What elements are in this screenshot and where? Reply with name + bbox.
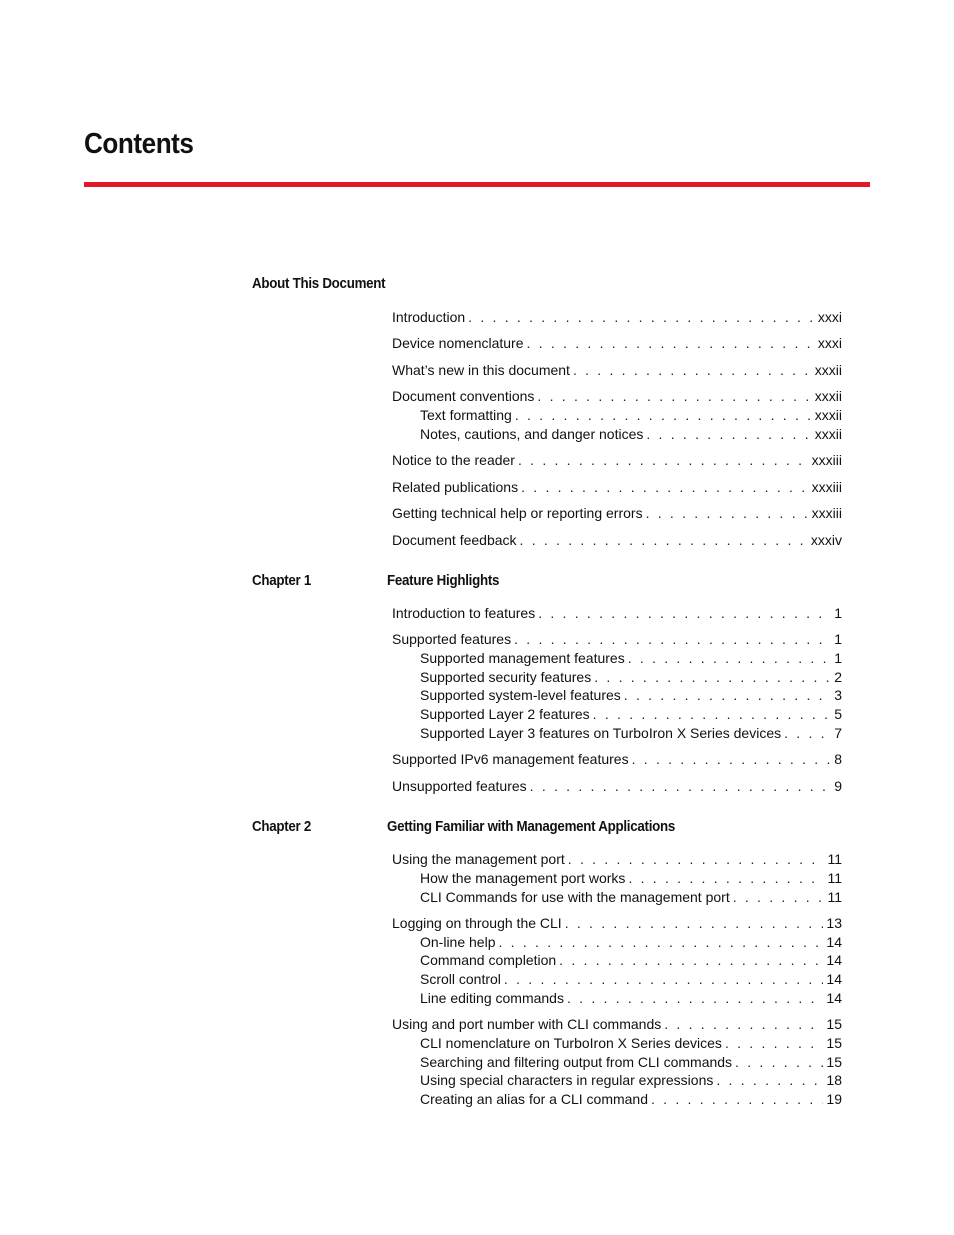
toc-entry-text: Using and port number with CLI commands (392, 1016, 662, 1032)
toc-page-number: 1 (834, 650, 842, 666)
toc-page-number: 14 (826, 971, 842, 987)
toc-entry-text: Related publications (392, 479, 519, 495)
toc-page-number: 14 (826, 952, 842, 968)
toc-entry-text: Supported management features (420, 650, 625, 666)
toc-leader (664, 1015, 823, 1033)
toc-page-number: 3 (834, 687, 842, 703)
toc-page-number: 11 (827, 851, 842, 867)
toc-entry-text: Line editing commands (420, 990, 564, 1006)
toc-page-number: xxxii (814, 388, 842, 404)
toc-entry[interactable] (392, 1015, 842, 1033)
toc-entry-text: Using the management port (392, 851, 565, 867)
toc-entry-text: Supported security features (420, 669, 592, 685)
toc-subentry[interactable] (420, 888, 842, 906)
toc-leader (537, 387, 811, 405)
toc-page-number: 5 (834, 706, 842, 722)
toc-leader (632, 750, 832, 768)
toc-subentry[interactable] (420, 668, 842, 686)
toc-page-number: 1 (834, 631, 842, 647)
chapter-1-title[interactable]: Feature Highlights (387, 573, 500, 589)
toc-leader (568, 850, 825, 868)
toc-subentry[interactable] (420, 951, 842, 969)
toc-leader (504, 970, 824, 988)
toc-entry-text: Scroll control (420, 971, 501, 987)
toc-entry-text: CLI Commands for use with the management port (420, 889, 730, 905)
toc-subentry[interactable] (420, 686, 842, 704)
toc-leader (567, 989, 823, 1007)
toc-page-number: 15 (826, 1054, 842, 1070)
toc-entry-text: What’s new in this document (392, 362, 570, 378)
toc-page-number: xxxiv (810, 532, 842, 548)
toc-leader (733, 888, 825, 906)
toc-entry[interactable] (392, 334, 842, 352)
toc-subentry[interactable] (420, 1034, 842, 1052)
toc-entry-text: Document conventions (392, 388, 535, 404)
toc-leader (646, 504, 809, 522)
toc-entry[interactable] (392, 451, 842, 469)
toc-leader (530, 777, 832, 795)
toc-subentry[interactable] (420, 989, 842, 1007)
toc-leader (468, 308, 815, 326)
toc-leader (651, 1090, 823, 1108)
toc-subentry[interactable] (420, 649, 842, 667)
toc-page-number: 14 (826, 934, 842, 950)
toc-leader (518, 451, 809, 469)
toc-entry[interactable] (392, 531, 842, 549)
toc-page-number: 19 (826, 1091, 842, 1107)
toc-entry-text: Supported IPv6 management features (392, 751, 629, 767)
toc-subentry[interactable] (420, 406, 842, 424)
toc-subentry[interactable] (420, 869, 842, 887)
toc-leader (624, 686, 831, 704)
toc-entry-text: Device nomenclature (392, 335, 524, 351)
toc-entry-text: Supported Layer 3 features on TurboIron X Series devices (420, 725, 782, 741)
toc-entry[interactable] (392, 630, 842, 648)
toc-page-number: 11 (827, 870, 842, 886)
toc-subentry[interactable] (420, 933, 842, 951)
toc-page-number: 9 (834, 778, 842, 794)
title-rule (84, 182, 870, 187)
page-title: Contents (84, 128, 194, 160)
toc-leader (646, 425, 811, 443)
toc-entry-text: How the management port works (420, 870, 626, 886)
toc-entry-text: Introduction to features (392, 605, 536, 621)
toc-leader (628, 869, 824, 887)
toc-page-number: 1 (834, 605, 842, 621)
toc-entry-text: Logging on through the CLI (392, 915, 562, 931)
toc-entry[interactable] (392, 387, 842, 405)
toc-leader (520, 531, 808, 549)
toc-subentry[interactable] (420, 705, 842, 723)
toc-leader (573, 361, 812, 379)
toc-page-number: xxxii (814, 426, 842, 442)
toc-subentry[interactable] (420, 970, 842, 988)
toc-entry-text: Supported system-level features (420, 687, 621, 703)
toc-entry-text: Text formatting (420, 407, 512, 423)
toc-subentry[interactable] (420, 724, 842, 742)
toc-entry-text: Notes, cautions, and danger notices (420, 426, 644, 442)
toc-leader (559, 951, 823, 969)
toc-leader (628, 649, 832, 667)
toc-page-number: 15 (826, 1035, 842, 1051)
toc-leader (565, 914, 824, 932)
toc-entry-text: Creating an alias for a CLI command (420, 1091, 648, 1107)
toc-page-number: 8 (834, 751, 842, 767)
toc-entry-text: Command completion (420, 952, 557, 968)
toc-page-number: 13 (826, 915, 842, 931)
toc-entry-text: Supported features (392, 631, 512, 647)
toc-leader (527, 334, 815, 352)
toc-page-number: 15 (826, 1016, 842, 1032)
toc-leader (538, 604, 831, 622)
toc-subentry[interactable] (420, 425, 842, 443)
toc-page-number: 7 (834, 725, 842, 741)
toc-subentry[interactable] (420, 1090, 842, 1108)
toc-page-number: xxxii (814, 407, 842, 423)
toc-entry-text: Notice to the reader (392, 452, 515, 468)
toc-leader (594, 668, 831, 686)
toc-page-number: xxxi (817, 309, 842, 325)
toc-entry[interactable] (392, 750, 842, 768)
toc-leader (515, 406, 812, 424)
toc-leader (725, 1034, 823, 1052)
toc-entry[interactable] (392, 850, 842, 868)
toc-entry-text: Document feedback (392, 532, 517, 548)
toc-leader (521, 478, 809, 496)
chapter-2-label: Chapter 2 (252, 819, 312, 835)
toc-entry[interactable] (392, 504, 842, 522)
toc-entry-text: Searching and filtering output from CLI commands (420, 1054, 733, 1070)
toc-entry[interactable] (392, 604, 842, 622)
toc-page-number: xxxiii (811, 452, 842, 468)
toc-entry-text: CLI nomenclature on TurboIron X Series devices (420, 1035, 722, 1051)
chapter-1-label: Chapter 1 (252, 573, 312, 589)
toc-leader (593, 705, 832, 723)
toc-page-number: 18 (826, 1072, 842, 1088)
toc-entry[interactable] (392, 361, 842, 379)
toc-page-number: xxxi (817, 335, 842, 351)
toc-leader (514, 630, 831, 648)
toc-page-number: xxxiii (811, 479, 842, 495)
toc-page-number: xxxii (814, 362, 842, 378)
toc-leader (784, 724, 831, 742)
toc-entry[interactable] (392, 777, 842, 795)
toc-subentry[interactable] (420, 1053, 842, 1071)
toc-page-number: 14 (826, 990, 842, 1006)
toc-page-number: 2 (834, 669, 842, 685)
toc-entry[interactable] (392, 914, 842, 932)
toc-entry[interactable] (392, 478, 842, 496)
toc-page-number: 11 (827, 889, 842, 905)
chapter-2-title[interactable]: Getting Familiar with Management Applications (387, 819, 676, 835)
toc-leader (735, 1053, 823, 1071)
toc-entry-text: Introduction (392, 309, 466, 325)
toc-entry-text: Getting technical help or reporting errors (392, 505, 643, 521)
toc-entry-text: Supported Layer 2 features (420, 706, 590, 722)
toc-entry-text: On-line help (420, 934, 496, 950)
toc-leader (499, 933, 824, 951)
toc-subentry[interactable] (420, 1071, 842, 1089)
toc-page-number: xxxiii (811, 505, 842, 521)
toc-entry-text: Using special characters in regular expressions (420, 1072, 714, 1088)
toc-entry-text: Unsupported features (392, 778, 527, 794)
toc-entry[interactable] (392, 308, 842, 326)
toc-leader (716, 1071, 823, 1089)
about-section-title: About This Document (252, 276, 386, 292)
